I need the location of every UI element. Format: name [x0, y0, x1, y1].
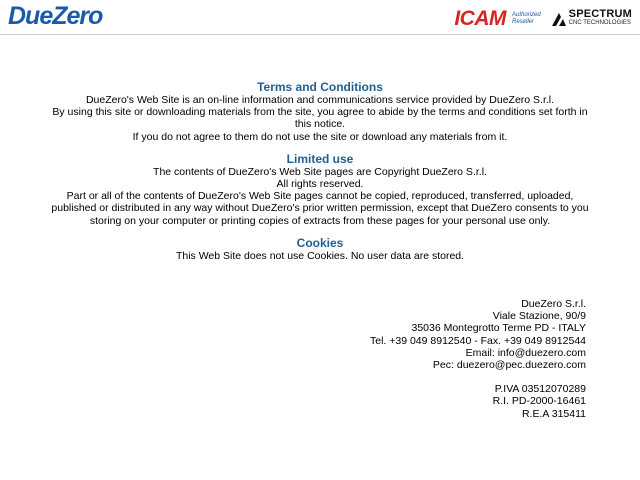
limited-use-section [0, 152, 640, 227]
company-street: Viale Stazione, 90/9 [492, 310, 586, 323]
reseller-line-2: Reseller [511, 19, 534, 25]
company-name: DueZero S.r.l. [521, 298, 586, 310]
icam-logo[interactable]: ICAM [454, 7, 506, 30]
reseller-line-1: Authorized [511, 12, 541, 18]
spectrum-logo[interactable] [551, 10, 632, 28]
cookies-section [0, 236, 640, 262]
fiscal-info [370, 383, 586, 420]
company-email[interactable]: Email: info@duezero.com [465, 346, 586, 359]
main-content [0, 80, 640, 271]
spectrum-subtitle: CNC TECHNOLOGIES [568, 20, 631, 26]
limited-line-2: All rights reserved. [276, 178, 364, 191]
terms-line-3: If you do not agree to them do not use the site or download any materials from it. [132, 130, 508, 143]
company-address [370, 298, 586, 420]
company-phone: Tel. +39 049 8912540 - Fax. +39 049 8912544 [369, 334, 586, 347]
cookies-title: Cookies [296, 235, 344, 250]
terms-title: Terms and Conditions [257, 80, 383, 94]
company-rea: R.E.A 315411 [521, 407, 586, 420]
terms-section [0, 80, 640, 143]
company-ri: R.I. PD-2000-16461 [492, 395, 586, 408]
limited-use-title: Limited use [286, 151, 354, 166]
duezero-logo[interactable]: DueZero [8, 2, 103, 30]
company-piva: P.IVA 03512070289 [494, 383, 586, 396]
cookies-line-1: This Web Site does not use Cookies. No user data are stored. [175, 249, 465, 262]
top-banner [0, 0, 640, 35]
limited-line-1: The contents of DueZero's Web Site pages are Copyright DueZero S.r.l. [153, 165, 487, 178]
terms-line-2: By using this site or downloading materials from the site, you agree to abide by the terms and conditions set forth in this notice. [52, 106, 588, 131]
company-pec[interactable]: Pec: duezero@pec.duezero.com [432, 359, 586, 372]
limited-line-3: Part or all of the contents of DueZero's Web Site pages cannot be copied, reproduced, transferred, uploaded, published or distributed in any way without DueZero's prior written permission, except that DueZero consents to you storing on your computer or printing copies of extracts from these pages for your personal use only. [51, 190, 589, 227]
authorized-reseller-label [512, 12, 541, 26]
terms-line-1: DueZero's Web Site is an on-line information and communications service provided by DueZero S.r.l. [85, 94, 555, 106]
company-city: 35036 Montegrotto Terme PD - ITALY [411, 322, 586, 335]
partner-logos [454, 8, 632, 30]
spectrum-mark-icon [551, 11, 567, 27]
spectrum-name: SPECTRUM [568, 8, 632, 20]
